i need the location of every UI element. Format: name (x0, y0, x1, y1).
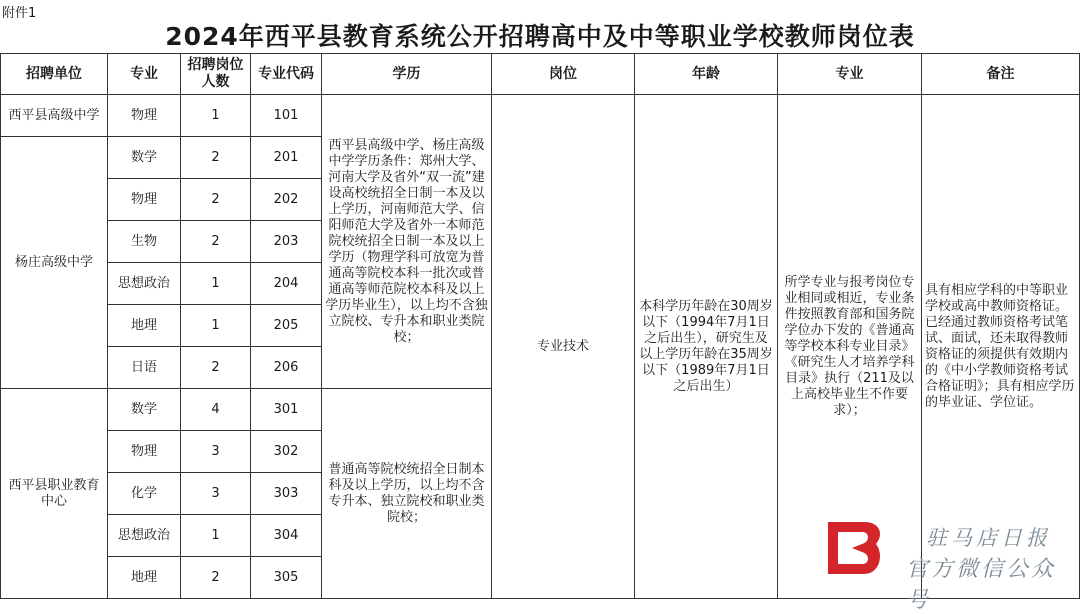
page-title: 2024年西平县教育系统公开招聘高中及中等职业学校教师岗位表 (165, 22, 915, 51)
watermark-line2: 官方微信公众号 (906, 557, 1057, 613)
major-cell: 思想政治 (108, 263, 181, 305)
header-code: 专业代码 (251, 54, 322, 95)
header-count: 招聘岗位人数 (181, 54, 251, 95)
major-cell: 物理 (108, 95, 181, 137)
count-cell: 3 (181, 431, 251, 473)
major-cell: 物理 (108, 431, 181, 473)
major-cell: 生物 (108, 221, 181, 263)
header-position: 岗位 (492, 54, 635, 95)
major-cell: 数学 (108, 389, 181, 431)
education-cell: 普通高等院校统招全日制本科及以上学历，以上均不含专升本、独立院校和职业类院校； (322, 389, 492, 599)
code-cell: 202 (251, 179, 322, 221)
major-cell: 地理 (108, 557, 181, 599)
code-cell: 201 (251, 137, 322, 179)
header-major-requirement: 专业 (778, 54, 922, 95)
major-cell: 数学 (108, 137, 181, 179)
code-cell: 304 (251, 515, 322, 557)
code-cell: 206 (251, 347, 322, 389)
count-cell: 2 (181, 137, 251, 179)
unit-cell: 杨庄高级中学 (1, 137, 108, 389)
watermark-line1: 驻马店日报 (926, 526, 1051, 550)
code-cell: 204 (251, 263, 322, 305)
code-cell: 205 (251, 305, 322, 347)
header-age: 年龄 (635, 54, 778, 95)
major-cell: 思想政治 (108, 515, 181, 557)
count-cell: 1 (181, 515, 251, 557)
code-cell: 203 (251, 221, 322, 263)
position-cell: 专业技术 (492, 95, 635, 599)
count-cell: 4 (181, 389, 251, 431)
header-row (1, 54, 1080, 95)
age-cell: 本科学历年龄在30周岁以下（1994年7月1日之后出生），研究生及以上学历年龄在35周岁以下（1989年7月1日之后出生） (635, 95, 778, 599)
code-cell: 303 (251, 473, 322, 515)
count-cell: 2 (181, 557, 251, 599)
major-requirement-cell: 所学专业与报考岗位专业相同或相近，专业条件按照教育部和国务院学位办下发的《普通高等学校本科专业目录》《研究生人才培养学科目录》执行（211及以上高校毕业生不作要求）； (778, 95, 922, 599)
unit-cell: 西平县高级中学 (1, 95, 108, 137)
code-cell: 101 (251, 95, 322, 137)
count-cell: 1 (181, 95, 251, 137)
attachment-label: 附件1 (2, 6, 37, 21)
count-cell: 1 (181, 263, 251, 305)
count-cell: 2 (181, 179, 251, 221)
header-major: 专业 (108, 54, 181, 95)
code-cell: 302 (251, 431, 322, 473)
count-cell: 1 (181, 305, 251, 347)
header-education: 学历 (322, 54, 492, 95)
header-unit: 招聘单位 (1, 54, 108, 95)
major-cell: 日语 (108, 347, 181, 389)
code-cell: 305 (251, 557, 322, 599)
code-cell: 301 (251, 389, 322, 431)
header-remarks: 备注 (922, 54, 1080, 95)
count-cell: 3 (181, 473, 251, 515)
table-row (1, 95, 1080, 137)
count-cell: 2 (181, 347, 251, 389)
major-cell: 地理 (108, 305, 181, 347)
remarks-cell: 具有相应学科的中等职业学校或高中教师资格证。已经通过教师资格考试笔试、面试，还未取得教师资格证的须提供有效期内的《中小学教师资格考试合格证明》；具有相应学历的毕业证、学位证。 (922, 95, 1080, 599)
unit-cell: 西平县职业教育中心 (1, 389, 108, 599)
major-cell: 物理 (108, 179, 181, 221)
newspaper-watermark (818, 512, 1080, 613)
count-cell: 2 (181, 221, 251, 263)
education-cell: 西平县高级中学、杨庄高级中学学历条件：郑州大学、河南大学及省外“双一流”建设高校统招全日制一本及以上学历，河南师范大学、信阳师范大学及省外一本师范院校统招全日制一本及以上学历（物理学科可放宽为普通高等院校本科一批次或普通高等师范院校本科及以上学历毕业生），以上均不含独立院校、专升本和职业类院校； (322, 95, 492, 389)
newspaper-logo-icon (824, 516, 886, 580)
major-cell: 化学 (108, 473, 181, 515)
